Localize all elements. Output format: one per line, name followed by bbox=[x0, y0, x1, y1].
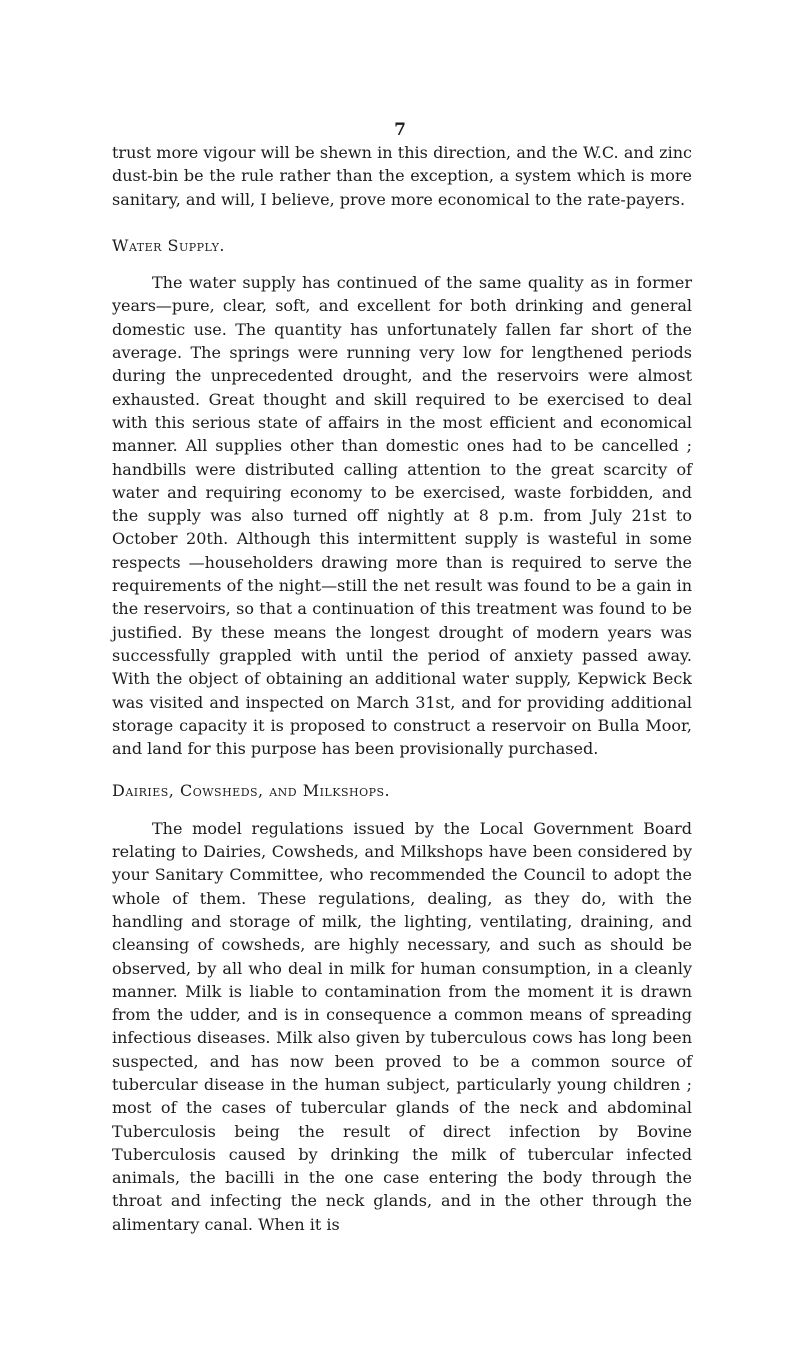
text-column bbox=[112, 141, 692, 1236]
spacer bbox=[112, 257, 692, 271]
water-supply-section bbox=[112, 234, 692, 761]
dairies-section bbox=[112, 779, 692, 1236]
spacer bbox=[112, 211, 692, 234]
water-supply-paragraph: The water supply has continued of the same quality as in former years—pure, clear, soft, and excellent for both drinking and general domestic use. The quantity has unfortunately fallen far short of the average. The springs were running very low for lengthened periods during the unprecedented drought, and the reservoirs were almost exhausted. Great thought and skill required to be exercised to deal with this serious state of affairs in the most efficient and economical manner. All supplies other than domestic ones had to be cancelled ; handbills were distributed calling attention to the great scarcity of water and requiring economy to be exercised, waste forbidden, and the supply was also turned off nightly at 8 p.m. from July 21st to October 20th. Although this intermittent supply is wasteful in some respects —householders drawing more than is required to serve the requirements of the night—still the net result was found to be a gain in the reservoirs, so that a continuation of this treatment was found to be justified. By these means the longest drought of modern years was successfully grappled with until the period of anxiety passed away. With the object of obtaining an additional water supply, Kepwick Beck was visited and inspected on March 31st, and for providing additional storage capacity it is proposed to construct a reservoir on Bulla Moor, and land for this purpose has been provisionally purchased. bbox=[112, 273, 692, 759]
water-supply-heading: Water Supply. bbox=[112, 235, 226, 255]
spacer bbox=[112, 760, 692, 779]
spacer bbox=[112, 803, 692, 817]
intro-paragraph: trust more vigour will be shewn in this direction, and the W.C. and zinc dust-bin be the rule rather than the exception, a system which is more sanitary, and will, I believe, prove more economical to the rate-payers. bbox=[112, 143, 692, 209]
dairies-paragraph: The model regulations issued by the Local Government Board relating to Dairies, Cowsheds, and Milkshops have been considered by your Sanitary Committee, who recommended the Council to adopt the whole of them. These regulations, dealing, as they do, with the handling and storage of milk, the lighting, ventilating, draining, and cleansing of cowsheds, are highly necessary, and such as should be observed, by all who deal in milk for human consumption, in a cleanly manner. Milk is liable to contamination from the moment it is drawn from the udder, and is in consequence a common means of spreading infectious diseases. Milk also given by tuberculous cows has long been suspected, and has now been proved to be a common source of tubercular disease in the human subject, particularly young children ; most of the cases of tubercular glands of the neck and abdominal Tuberculosis being the result of direct infection by Bovine Tuberculosis caused by drinking the milk of tubercular infected animals, the bacilli in the one case entering the body through the throat and infecting the neck glands, and in the other through the alimentary canal. When it is bbox=[112, 818, 692, 1234]
dairies-heading: Dairies, Cowsheds, and Milkshops. bbox=[112, 781, 391, 801]
page-number: 7 bbox=[394, 120, 406, 140]
